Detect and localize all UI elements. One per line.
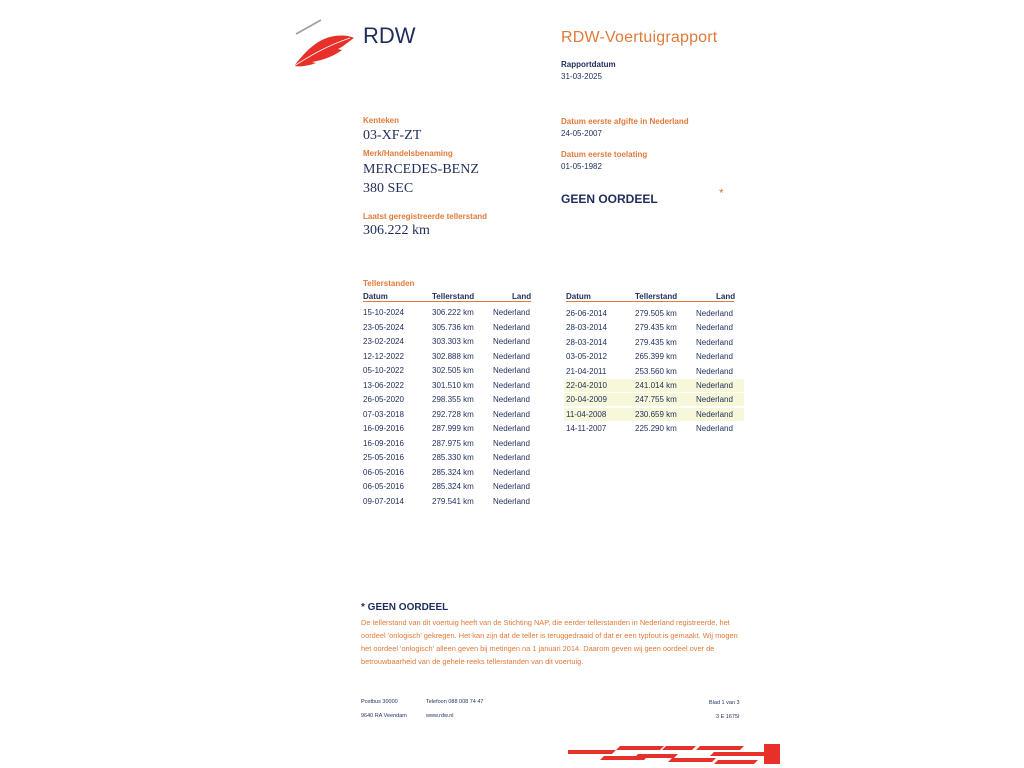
cell-land: Nederland xyxy=(696,352,733,362)
cell-land: Nederland xyxy=(696,395,733,405)
header-datum: Datum xyxy=(566,292,591,301)
footnote-text: De tellerstand van dit voertuig heeft van de Stichting NAP, die eerder tellerstanden in Nederland registreerde, het oordeel 'onlogisch' gekregen. Het kan zijn dat de teller is teruggedraaid of dat er een typfout is gemaakt. Wij mogen het oordeel 'onlogisch' alleen geven bij metingen na 1 januari 2014. Daarom geven wij geen oordeel over de betrouwbaarheid van de gehele reeks tellerstanden van dit voertuig. xyxy=(361,618,738,666)
cell-datum: 28-03-2014 xyxy=(566,323,607,333)
cell-datum: 03-05-2012 xyxy=(566,352,607,362)
cell-datum: 23-02-2024 xyxy=(363,337,404,346)
cell-tellerstand: 306.222 km xyxy=(432,308,474,317)
verdict-star: * xyxy=(719,186,724,200)
kenteken-label: Kenteken xyxy=(363,116,400,125)
footer-plaats: 9640 RA Veendam xyxy=(361,713,407,719)
cell-tellerstand: 287.975 km xyxy=(432,438,474,448)
cell-tellerstand: 285.324 km xyxy=(432,482,474,491)
cell-datum: 25-05-2016 xyxy=(363,453,404,462)
cell-land: Nederland xyxy=(493,308,530,317)
cell-datum: 23-05-2024 xyxy=(363,322,404,332)
cell-land: Nederland xyxy=(493,322,530,332)
document-page xyxy=(246,0,776,768)
cell-datum: 13-06-2022 xyxy=(363,380,404,390)
rdw-feather-logo-icon xyxy=(290,16,358,70)
cell-land: Nederland xyxy=(493,395,530,404)
footnote-title: * GEEN OORDEEL xyxy=(361,602,449,613)
cell-datum: 05-10-2022 xyxy=(363,366,404,375)
cell-land: Nederland xyxy=(696,424,733,434)
cell-datum: 22-04-2010 xyxy=(566,381,607,390)
verdict-text: GEEN OORDEEL xyxy=(561,192,658,206)
toelating-label: Datum eerste toelating xyxy=(561,150,648,159)
cell-datum: 15-10-2024 xyxy=(363,308,404,317)
cell-tellerstand: 301.510 km xyxy=(432,380,474,390)
header-land: Land xyxy=(512,292,532,301)
cell-land: Nederland xyxy=(493,453,530,462)
cell-tellerstand: 302.505 km xyxy=(432,366,474,375)
cell-land: Nederland xyxy=(696,409,733,419)
cell-land: Nederland xyxy=(493,482,530,491)
cell-tellerstand: 225.290 km xyxy=(635,424,677,434)
cell-tellerstand: 305.736 km xyxy=(432,322,474,332)
cell-datum: 06-05-2016 xyxy=(363,467,404,477)
cell-land: Nederland xyxy=(493,496,530,506)
cell-datum: 07-03-2018 xyxy=(363,409,404,419)
cell-tellerstand: 230.659 km xyxy=(635,409,677,419)
cell-datum: 21-04-2011 xyxy=(566,366,607,376)
rapportdatum-label: Rapportdatum xyxy=(561,60,616,69)
cell-datum: 09-07-2014 xyxy=(363,496,404,506)
merk-label: Merk/Handelsbenaming xyxy=(363,149,453,158)
header-tellerstand: Tellerstand xyxy=(635,292,678,301)
header-land: Land xyxy=(716,292,736,301)
model-value: 380 SEC xyxy=(363,181,414,196)
footer-website[interactable]: www.rdw.nl xyxy=(426,713,454,719)
report-title: RDW-Voertuigrapport xyxy=(561,29,718,46)
cell-land: Nederland xyxy=(493,409,530,419)
teller-label: Laatst geregistreerde tellerstand xyxy=(363,212,488,221)
teller-value: 306.222 km xyxy=(363,223,430,238)
cell-datum: 28-03-2014 xyxy=(566,337,607,347)
cell-tellerstand: 253.560 km xyxy=(635,366,677,376)
cell-tellerstand: 241.014 km xyxy=(635,381,677,390)
red-stripes-decoration-icon xyxy=(568,742,782,766)
cell-land: Nederland xyxy=(493,380,530,390)
cell-tellerstand: 247.755 km xyxy=(635,395,677,405)
rapportdatum-value: 31-03-2025 xyxy=(561,72,602,81)
cell-land: Nederland xyxy=(493,467,530,477)
footer-telefoon: Telefoon 088 008 74 47 xyxy=(426,699,484,705)
logo-text: RDW xyxy=(363,23,416,48)
toelating-value: 01-05-1982 xyxy=(561,162,602,171)
cell-land: Nederland xyxy=(493,424,530,433)
cell-tellerstand: 303.303 km xyxy=(432,337,474,346)
afgifte-value: 24-05-2007 xyxy=(561,129,602,138)
header-divider xyxy=(363,301,531,302)
cell-land: Nederland xyxy=(493,366,530,375)
header-datum: Datum xyxy=(363,292,388,301)
cell-tellerstand: 292.728 km xyxy=(432,409,474,419)
kenteken-value: 03-XF-ZT xyxy=(363,128,422,143)
cell-land: Nederland xyxy=(493,438,530,448)
afgifte-label: Datum eerste afgifte in Nederland xyxy=(561,117,689,126)
cell-datum: 26-05-2020 xyxy=(363,395,404,404)
cell-land: Nederland xyxy=(493,337,530,346)
cell-tellerstand: 279.541 km xyxy=(432,496,474,506)
header-divider xyxy=(566,301,734,302)
footer-code: 3 E 1675l xyxy=(716,714,740,720)
cell-tellerstand: 279.435 km xyxy=(635,323,677,333)
cell-tellerstand: 298.355 km xyxy=(432,395,474,404)
cell-tellerstand: 285.330 km xyxy=(432,453,474,462)
cell-land: Nederland xyxy=(493,351,530,361)
cell-datum: 16-09-2016 xyxy=(363,438,404,448)
cell-datum: 26-06-2014 xyxy=(566,309,607,318)
cell-tellerstand: 265.399 km xyxy=(635,352,677,362)
cell-tellerstand: 279.435 km xyxy=(635,337,677,347)
cell-land: Nederland xyxy=(696,323,733,333)
footer-page-number: Blad 1 van 3 xyxy=(709,700,740,706)
cell-tellerstand: 285.324 km xyxy=(432,467,474,477)
cell-land: Nederland xyxy=(696,309,733,318)
cell-datum: 20-04-2009 xyxy=(566,395,607,405)
cell-datum: 06-05-2016 xyxy=(363,482,404,491)
tellerstanden-title: Tellerstanden xyxy=(363,279,415,288)
footer-postbus: Postbus 30000 xyxy=(361,699,398,705)
cell-datum: 11-04-2008 xyxy=(566,409,607,419)
cell-land: Nederland xyxy=(696,366,733,376)
cell-datum: 16-09-2016 xyxy=(363,424,404,433)
cell-tellerstand: 287.999 km xyxy=(432,424,474,433)
merk-value: MERCEDES-BENZ xyxy=(363,162,479,177)
cell-tellerstand: 279.505 km xyxy=(635,309,677,318)
cell-datum: 14-11-2007 xyxy=(566,424,607,434)
cell-land: Nederland xyxy=(696,381,733,390)
cell-tellerstand: 302.888 km xyxy=(432,351,474,361)
cell-land: Nederland xyxy=(696,337,733,347)
cell-datum: 12-12-2022 xyxy=(363,351,404,361)
header-tellerstand: Tellerstand xyxy=(432,292,475,301)
